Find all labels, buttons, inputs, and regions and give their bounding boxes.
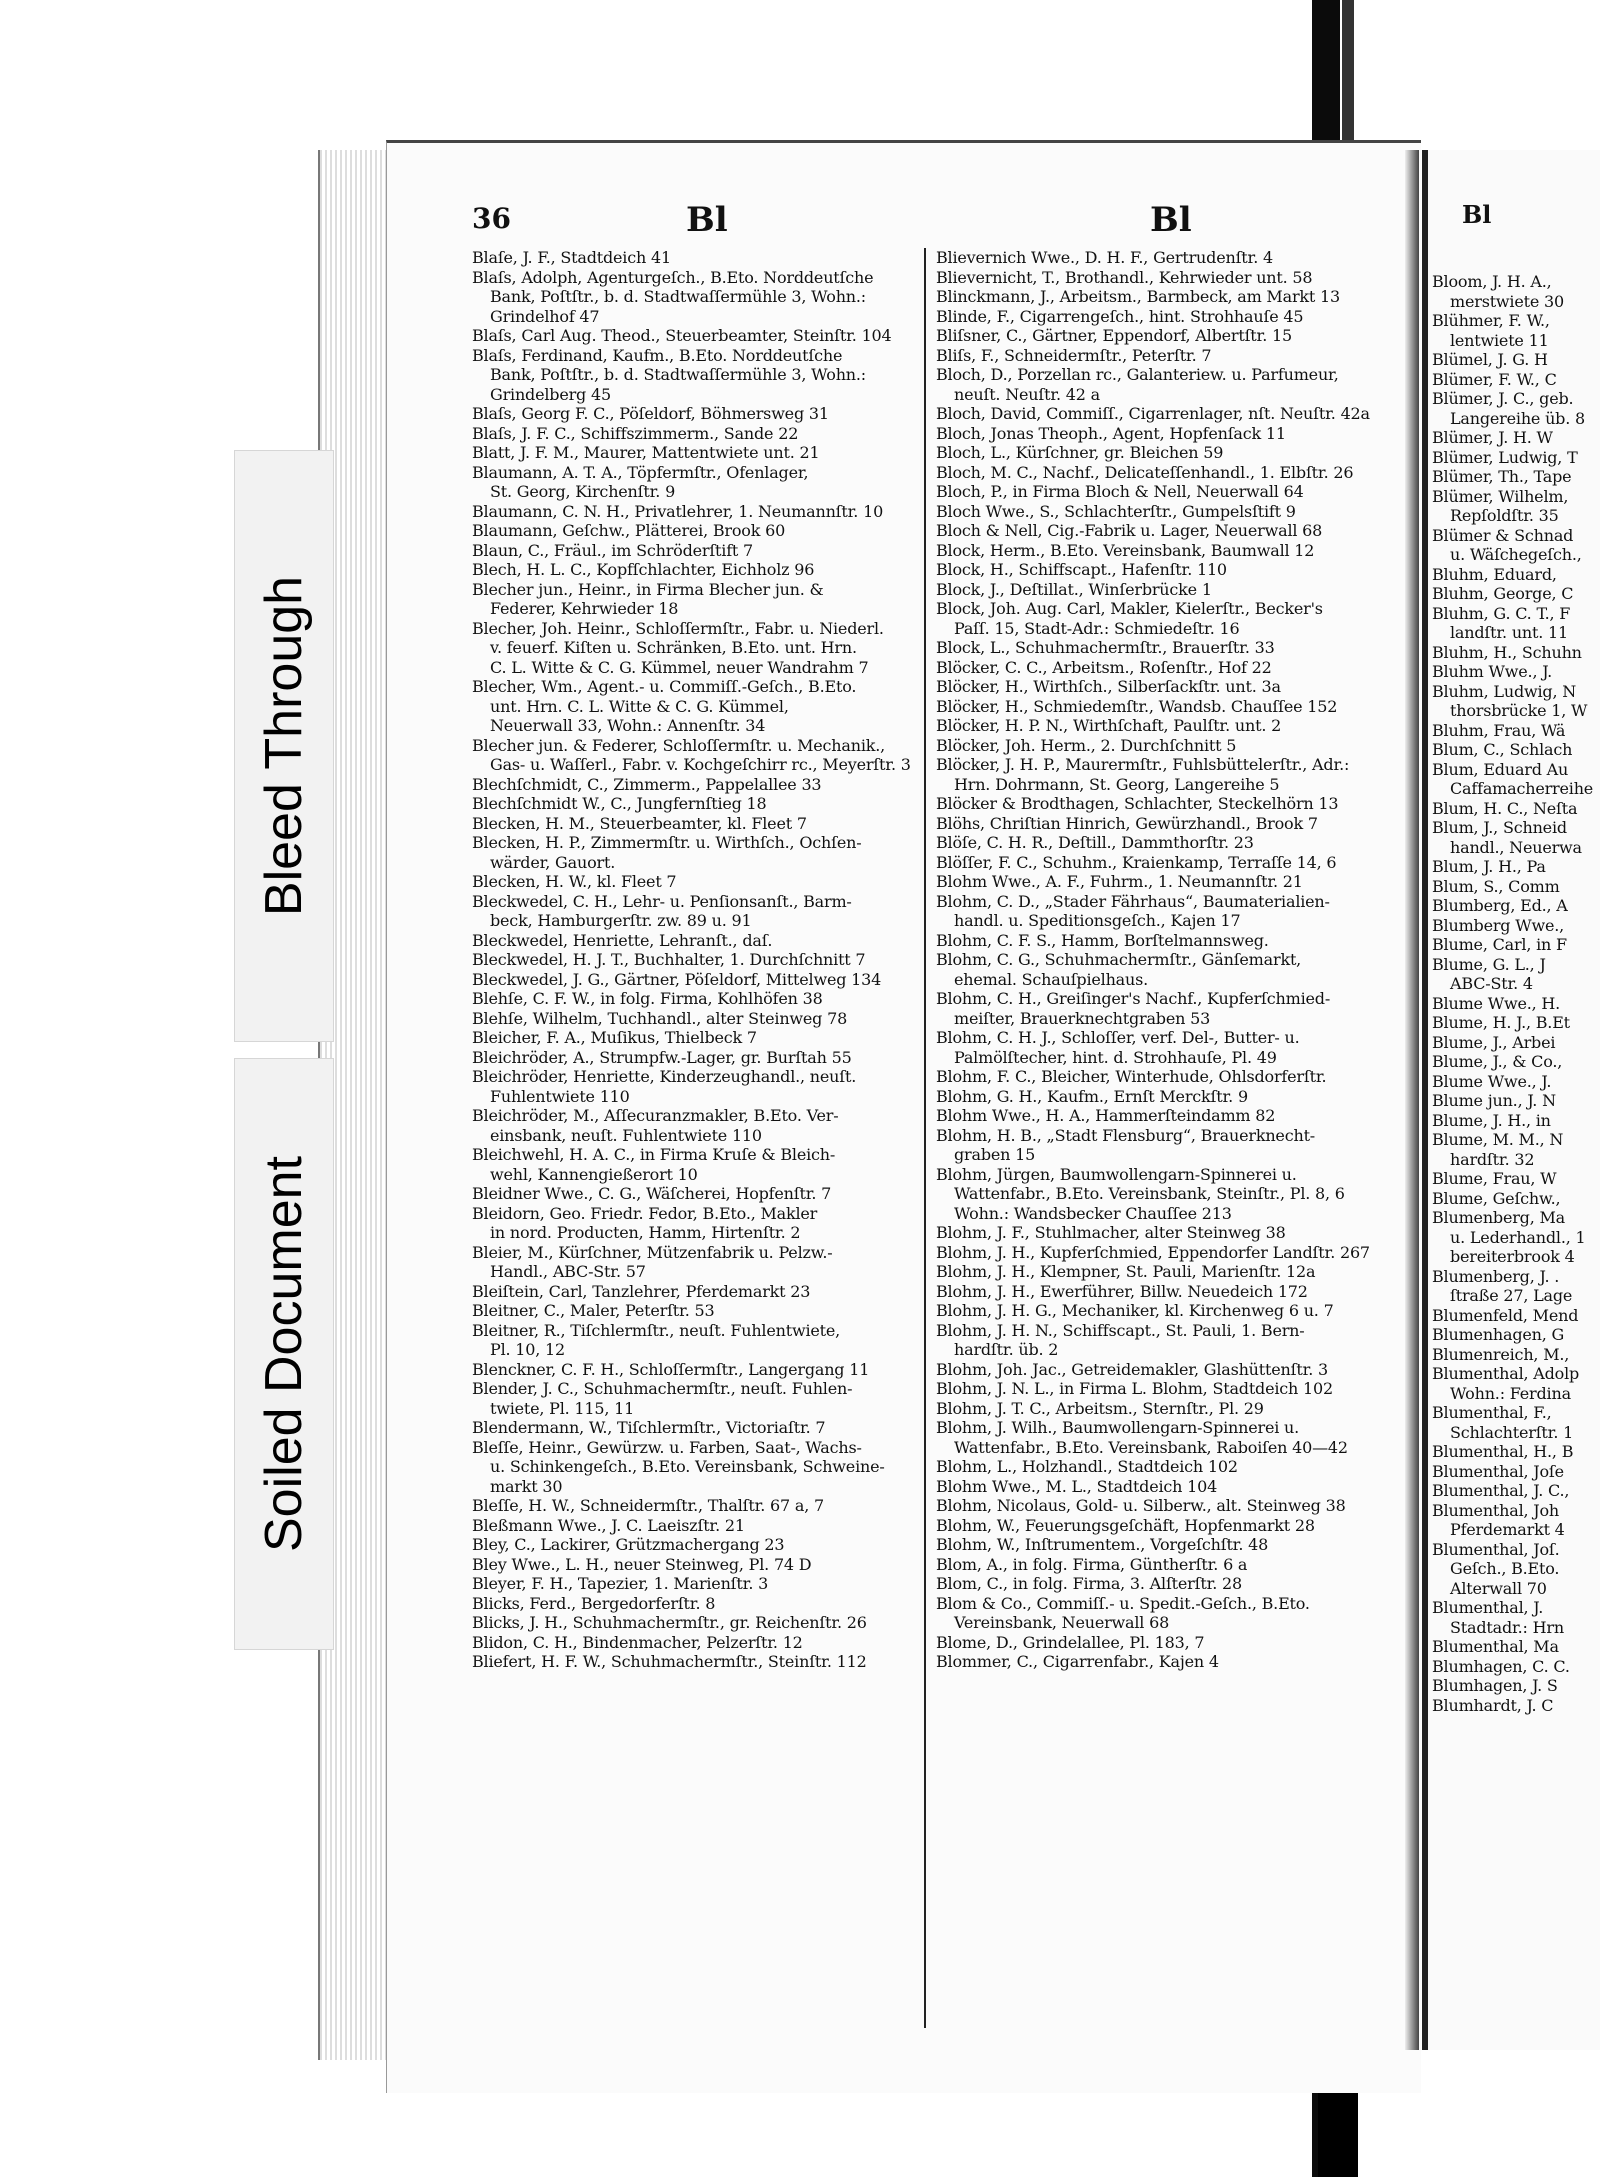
directory-entry-line: Alterwall 70 <box>1450 1578 1547 1598</box>
directory-entry-line: Bloch, P., in Firma Bloch & Nell, Neuerwall 64 <box>936 482 1304 501</box>
running-header-right: Bl <box>1150 200 1192 240</box>
directory-entry-line: Grindelberg 45 <box>490 384 611 404</box>
directory-entry-line: Blume, H. J., B.Et <box>1432 1013 1570 1032</box>
directory-entry-line: Blenckner, C. F. H., Schloſſermſtr., Langergang 11 <box>472 1359 870 1379</box>
directory-entry-line: Blohm, W., Feuerungsgeſchäft, Hopfenmarkt 28 <box>936 1515 1315 1535</box>
directory-entry-line: Bluhm, Eduard, <box>1432 564 1557 584</box>
directory-entry-line: Blum, S., Comm <box>1432 876 1560 896</box>
directory-entry-line: Blohm, J. N. L., in Firma L. Blohm, Stadtdeich 102 <box>936 1379 1333 1398</box>
directory-entry-line: markt 30 <box>490 1476 563 1496</box>
directory-entry-line: Blohm Wwe., M. L., Stadtdeich 104 <box>936 1476 1218 1496</box>
directory-entry-line: Block, J., Deſtillat., Winſerbrücke 1 <box>936 579 1212 599</box>
directory-entry-line: Blohm, Jürgen, Baumwollengarn-Spinnerei u. <box>936 1164 1297 1184</box>
directory-entry-line: einsbank, neuſt. Fuhlentwiete 110 <box>490 1125 762 1145</box>
directory-entry-line: bereiterbrook 4 <box>1450 1247 1575 1266</box>
directory-entry-line: Blaumann, A. T. A., Töpfermſtr., Ofenlager, <box>472 462 809 482</box>
directory-entry-line: Blaun, C., Fräul., im Schröderſtift 7 <box>472 540 754 560</box>
directory-entry-line: Blaſs, Ferdinand, Kaufm., B.Eto. Norddeutſche <box>472 345 843 365</box>
soiled-document-text: Soiled Document <box>255 1156 313 1552</box>
directory-entry-line: Bluhm, G. C. T., F <box>1432 603 1571 623</box>
directory-entry-line: Blohm, C. G., Schuhmachermſtr., Gänſemarkt, <box>936 950 1302 969</box>
directory-entry-line: Bleidner Wwe., C. G., Wäſcherei, Hopfenſtr. 7 <box>472 1184 832 1203</box>
directory-entry-line: Blohm, C. D., „Stader Fährhaus“, Baumaterialien- <box>936 891 1330 911</box>
directory-entry-line: Blaſe, J. F., Stadtdeich 41 <box>472 248 671 267</box>
directory-entry-line: Blume, Carl, in F <box>1432 935 1567 954</box>
directory-entry-line: Bloch & Nell, Cig.-Fabrik u. Lager, Neuerwall 68 <box>936 521 1323 540</box>
directory-entry-line: Hrn. Dohrmann, St. Georg, Langereihe 5 <box>954 774 1280 794</box>
directory-entry-line: Blaſs, J. F. C., Schiffszimmerm., Sande 22 <box>472 423 799 443</box>
directory-entry-line: Bleſſe, Heinr., Gewürzw. u. Farben, Saat-, Wachs- <box>472 1437 862 1457</box>
directory-entry-line: Bleiſtein, Carl, Tanzlehrer, Pferdemarkt 23 <box>472 1281 811 1301</box>
directory-entry-line: Gas- u. Waſſerl., Fabr. v. Kochgeſchirr rc., Meyerſtr. 3 <box>490 755 911 774</box>
directory-entry-line: Blehſe, Wilhelm, Tuchhandl., alter Steinweg 78 <box>472 1008 848 1028</box>
directory-entry-line: Palmölſtecher, hint. d. Strohhauſe, Pl. 49 <box>954 1047 1277 1067</box>
directory-entry-line: ſtraße 27, Lage <box>1450 1286 1573 1305</box>
directory-entry-line: Bliſs, F., Schneidermſtr., Peterſtr. 7 <box>936 345 1212 365</box>
book-binding <box>1405 150 1419 2050</box>
directory-entry-line: Block, L., Schuhmachermſtr., Brauerſtr. 33 <box>936 638 1275 657</box>
directory-entry-line: Blumberg, Ed., A <box>1432 896 1568 915</box>
directory-entry-line: Blume, Frau, W <box>1432 1169 1557 1188</box>
directory-entry-line: Federer, Kehrwieder 18 <box>490 599 679 618</box>
directory-entry-line: Wattenfabr., B.Eto. Vereinsbank, Steinſtr., Pl. 8, 6 <box>954 1184 1345 1203</box>
directory-entry-line: Bliſsner, C., Gärtner, Eppendorf, Albertſtr. 15 <box>936 326 1292 345</box>
directory-entry-line: Blohm, J. H. G., Mechaniker, kl. Kirchenweg 6 u. 7 <box>936 1301 1334 1320</box>
directory-entry-line: Blatt, J. F. M., Maurer, Mattentwiete unt. 21 <box>472 443 820 462</box>
directory-entry-line: Schlachterſtr. 1 <box>1450 1422 1574 1442</box>
directory-entry-line: Bloch Wwe., S., Schlachterſtr., Gumpelsſtift 9 <box>936 501 1296 521</box>
directory-entry-line: Blohm, J. F., Stuhlmacher, alter Steinweg 38 <box>936 1223 1286 1242</box>
directory-entry-line: Pl. 10, 12 <box>490 1340 565 1359</box>
directory-entry-line: Blumenthal, H., B <box>1432 1442 1574 1461</box>
directory-entry-line: Blumenhagen, G <box>1432 1325 1565 1344</box>
directory-entry-line: Wohn.: Ferdina <box>1450 1383 1571 1403</box>
directory-entry-line: Bleitner, C., Maler, Peterſtr. 53 <box>472 1301 715 1320</box>
directory-entry-line: Blumhagen, J. S <box>1432 1676 1558 1695</box>
directory-entry-line: Blohm, F. C., Bleicher, Winterhude, Ohlsdorferſtr. <box>936 1067 1327 1086</box>
directory-entry-line: Blinde, F., Cigarrengeſch., hint. Strohhauſe 45 <box>936 306 1304 326</box>
directory-entry-line: Bleckwedel, Henriette, Lehranſt., daſ. <box>472 930 773 950</box>
directory-entry-line: Bluhm, Frau, Wä <box>1432 720 1566 740</box>
directory-entry-line: Bleidorn, Geo. Friedr. Fedor, B.Eto., Makler <box>472 1203 818 1223</box>
directory-entry-line: Blümer, Ludwig, T <box>1432 447 1578 467</box>
directory-entry-line: lentwiete 11 <box>1450 330 1549 350</box>
directory-entry-line: Blöcker, Joh. Herm., 2. Durchſchnitt 5 <box>936 735 1237 755</box>
directory-entry-line: u. Wäſchegeſch., <box>1450 545 1582 564</box>
directory-entry-line: Blohm, L., Holzhandl., Stadtdeich 102 <box>936 1457 1238 1476</box>
directory-entry-line: Bleier, M., Kürſchner, Mützenfabrik u. Pelzw.- <box>472 1242 833 1262</box>
directory-entry-line: Blicks, J. H., Schuhmachermſtr., gr. Reichenſtr. 26 <box>472 1613 867 1632</box>
directory-entry-line: Blecher, Wm., Agent.- u. Commiſſ.-Geſch., B.Eto. <box>472 677 857 696</box>
directory-entry-line: Blöcker, J. H. P., Maurermſtr., Fuhlsbüttelerſtr., Adr.: <box>936 755 1350 774</box>
directory-entry-line: Bleichröder, A., Strumpfw.-Lager, gr. Burſtah 55 <box>472 1047 852 1067</box>
bleed-through-label <box>234 450 334 1042</box>
directory-entry-line: Block, Herm., B.Eto. Vereinsbank, Baumwall 12 <box>936 540 1315 560</box>
directory-entry-line: Bleyer, F. H., Tapezier, 1. Marienſtr. 3 <box>472 1574 769 1593</box>
directory-entry-line: Blöhs, Chriſtian Hinrich, Gewürzhandl., Brook 7 <box>936 813 1318 833</box>
directory-entry-line: Bliefert, H. F. W., Schuhmachermſtr., Steinſtr. 112 <box>472 1652 867 1671</box>
directory-entry-line: Pferdemarkt 4 <box>1450 1520 1565 1539</box>
directory-entry-line: Caffamacherreihe <box>1450 779 1594 798</box>
directory-entry-line: Blume, J., Arbei <box>1432 1032 1556 1052</box>
directory-entry-line: Blom, A., in folg. Firma, Güntherſtr. 6 a <box>936 1554 1248 1574</box>
directory-entry-line: Blom & Co., Commiſſ.- u. Spedit.-Geſch., B.Eto. <box>936 1593 1310 1613</box>
directory-entry-line: Blohm, W., Inſtrumentem., Vorgeſchſtr. 48 <box>936 1535 1269 1554</box>
directory-entry-line: Bleckwedel, C. H., Lehr- u. Penſionsanſt., Barm- <box>472 891 852 911</box>
directory-entry-line: Bleichwehl, H. A. C., in Firma Kruſe & Bleich- <box>472 1145 836 1164</box>
directory-entry-line: Blecher jun. & Federer, Schloſſermſtr. u. Mechanik., <box>472 735 886 755</box>
directory-entry-line: Blümer, Wilhelm, <box>1432 486 1569 506</box>
directory-entry-line: Blumenthal, J. C., <box>1432 1481 1570 1500</box>
directory-entry-line: Blinckmann, J., Arbeitsm., Barmbeck, am Markt 13 <box>936 287 1340 306</box>
directory-entry-line: Bluhm, George, C <box>1432 584 1574 603</box>
directory-entry-line: Blum, J., Schneid <box>1432 818 1567 837</box>
directory-entry-line: C. L. Witte & C. G. Kümmel, neuer Wandrahm 7 <box>490 657 869 677</box>
directory-entry-line: Bleckwedel, J. G., Gärtner, Pöſeldorf, Mittelweg 134 <box>472 969 882 989</box>
directory-entry-line: Blöcker, H. P. N., Wirthſchaft, Paulſtr. unt. 2 <box>936 716 1282 735</box>
directory-entry-line: Blumenreich, M., <box>1432 1344 1570 1364</box>
directory-entry-line: Blümer & Schnad <box>1432 525 1574 545</box>
directory-entry-line: Repſoldſtr. 35 <box>1450 506 1559 525</box>
directory-entry-line: Blöcker, H., Schmiedemſtr., Wandsb. Chauſſee 152 <box>936 696 1338 716</box>
directory-entry-line: Bluhm, H., Schuhn <box>1432 642 1582 662</box>
directory-entry-line: Blume Wwe., J. <box>1432 1071 1552 1091</box>
directory-entry-line: Blecher, Joh. Heinr., Schloſſermſtr., Fabr. u. Niederl. <box>472 618 884 638</box>
directory-entry-line: beck, Hamburgerſtr. zw. 89 u. 91 <box>490 911 752 930</box>
directory-entry-line: thorsbrücke 1, W <box>1450 701 1588 720</box>
directory-entry-line: Blume, G. L., J <box>1432 954 1546 974</box>
directory-entry-line: Stadtadr.: Hrn <box>1450 1617 1564 1637</box>
directory-entry-line: Fuhlentwiete 110 <box>490 1086 630 1106</box>
directory-entry-line: Grindelhof 47 <box>490 306 600 326</box>
directory-entry-line: Blume, M. M., N <box>1432 1130 1564 1149</box>
page-number: 36 <box>472 202 511 235</box>
directory-entry-line: Blum, J. H., Pa <box>1432 857 1546 876</box>
directory-entry-line: Blievernich Wwe., D. H. F., Gertrudenſtr. 4 <box>936 248 1273 267</box>
directory-entry-line: Bloch, Jonas Theoph., Agent, Hopfenſack 11 <box>936 423 1286 443</box>
directory-entry-line: Blume, J. H., in <box>1432 1110 1551 1130</box>
directory-entry-line: Wattenfabr., B.Eto. Vereinsbank, Raboiſen 40—42 <box>954 1437 1348 1457</box>
running-header-left: Bl <box>686 200 728 240</box>
directory-entry-line: Blumenthal, Adolp <box>1432 1364 1580 1383</box>
directory-entry-line: Bluhm Wwe., J. <box>1432 662 1553 681</box>
directory-entry-line: Blümel, J. G. H <box>1432 350 1548 369</box>
directory-entry-line: Blöcker, H., Wirthſch., Silberſackſtr. unt. 3a <box>936 677 1281 696</box>
directory-entry-line: Bloom, J. H. A., <box>1432 272 1552 291</box>
directory-entry-line: Blühmer, F. W., <box>1432 311 1550 330</box>
directory-entry-line: Blaumann, Geſchw., Plätterei, Brook 60 <box>472 521 786 540</box>
directory-entry-line: Handl., ABC-Str. 57 <box>490 1262 646 1281</box>
directory-entry-line: Blehſe, C. F. W., in folg. Firma, Kohlhöfen 38 <box>472 989 823 1008</box>
directory-entry-line: Blumenthal, Ma <box>1432 1637 1559 1656</box>
soiled-document-label <box>234 1058 334 1650</box>
directory-entry-line: Blaumann, C. N. H., Privatlehrer, 1. Neumannſtr. 10 <box>472 501 884 521</box>
directory-entry-line: Blumenthal, Joh <box>1432 1500 1560 1520</box>
directory-entry-line: in nord. Producten, Hamm, Hirtenſtr. 2 <box>490 1223 801 1242</box>
directory-entry-line: Blum, Eduard Au <box>1432 759 1569 779</box>
directory-entry-line: Bloch, David, Commiſſ., Cigarrenlager, nſt. Neuſtr. 42a <box>936 404 1370 423</box>
directory-entry-line: graben 15 <box>954 1145 1036 1164</box>
directory-entry-line: Blendermann, W., Tiſchlermſtr., Victoriaſtr. 7 <box>472 1418 826 1437</box>
directory-entry-line: Blohm, J. H., Klempner, St. Pauli, Marienſtr. 12a <box>936 1262 1316 1281</box>
directory-entry-line: twiete, Pl. 115, 11 <box>490 1398 635 1418</box>
directory-entry-line: Blume Wwe., H. <box>1432 993 1561 1013</box>
directory-entry-line: Geſch., B.Eto. <box>1450 1559 1560 1578</box>
directory-entry-line: Blohm, Joh. Jac., Getreidemakler, Glashüttenſtr. 3 <box>936 1359 1329 1379</box>
directory-entry-line: v. feuerf. Kiſten u. Schränken, B.Eto. unt. Hrn. <box>490 638 857 657</box>
directory-entry-line: Vereinsbank, Neuerwall 68 <box>954 1613 1170 1632</box>
directory-entry-line: u. Lederhandl., 1 <box>1450 1227 1586 1247</box>
directory-entry-line: hardſtr. üb. 2 <box>954 1340 1059 1359</box>
directory-entry-line: handl. u. Speditionsgeſch., Kajen 17 <box>954 911 1241 930</box>
directory-entry-line: Block, H., Schiffscapt., Hafenſtr. 110 <box>936 560 1227 579</box>
directory-entry-line: Blaſs, Adolph, Agenturgeſch., B.Eto. Norddeutſche <box>472 267 874 287</box>
bleed-through-text: Bleed Through <box>255 575 313 917</box>
directory-entry-line: Wohn.: Wandsbecker Chauſſee 213 <box>954 1203 1232 1223</box>
directory-entry-line: handl., Neuerwa <box>1450 837 1582 857</box>
directory-entry-line: Blicks, Ferd., Bergedorferſtr. 8 <box>472 1593 716 1613</box>
directory-entry-line: Blumenberg, Ma <box>1432 1208 1566 1227</box>
directory-entry-line: Blievernicht, T., Brothandl., Kehrwieder unt. 58 <box>936 267 1313 287</box>
directory-entry-line: Blohm, G. H., Kaufm., Ernſt Merckſtr. 9 <box>936 1086 1248 1106</box>
directory-entry-line: Blecken, H. M., Steuerbeamter, kl. Fleet 7 <box>472 813 807 833</box>
directory-entry-line: landſtr. unt. 11 <box>1450 623 1568 642</box>
directory-entry-line: Paſſ. 15, Stadt-Adr.: Schmiedeſtr. 16 <box>954 618 1240 638</box>
directory-entry-line: Bleckwedel, H. J. T., Buchhalter, 1. Durchſchnitt 7 <box>472 950 866 969</box>
directory-column-right <box>936 248 1388 1672</box>
directory-entry-line: Bley Wwe., L. H., neuer Steinweg, Pl. 74 D <box>472 1554 812 1574</box>
directory-entry-line: Blome, D., Grindelallee, Pl. 183, 7 <box>936 1632 1205 1652</box>
directory-entry-line: hardſtr. 32 <box>1450 1149 1535 1169</box>
directory-column-facing <box>1432 272 1600 1715</box>
directory-entry-line: Blume, Geſchw., <box>1432 1188 1561 1208</box>
directory-entry-line: Blohm Wwe., H. A., Hammerſteindamm 82 <box>936 1106 1276 1125</box>
directory-entry-line: Blohm, C. H. J., Schloſſer, verf. Del-, Butter- u. <box>936 1028 1300 1047</box>
directory-entry-line: Blumenberg, J. . <box>1432 1266 1560 1286</box>
directory-entry-line: Blaſs, Georg F. C., Pöſeldorf, Böhmersweg 31 <box>472 404 829 423</box>
directory-entry-line: merstwiete 30 <box>1450 291 1564 311</box>
directory-entry-line: Blohm, C. F. S., Hamm, Borſtelmannsweg. <box>936 930 1269 950</box>
directory-entry-line: Blender, J. C., Schuhmachermſtr., neuſt. Fuhlen- <box>472 1379 853 1398</box>
directory-entry-line: Blumhagen, C. C. <box>1432 1656 1570 1676</box>
column-divider <box>924 248 926 2028</box>
directory-entry-line: Blech, H. L. C., Kopfſchlachter, Eichholz 96 <box>472 560 815 579</box>
directory-entry-line: Blumenthal, Joſe <box>1432 1461 1564 1481</box>
directory-entry-line: Blohm, J. H. N., Schiffscapt., St. Pauli, 1. Bern- <box>936 1320 1305 1340</box>
directory-entry-line: Blaſs, Carl Aug. Theod., Steuerbeamter, Steinſtr. 104 <box>472 326 892 345</box>
directory-entry-line: Blöcker, C. C., Arbeitsm., Roſenſtr., Hof 22 <box>936 657 1272 677</box>
directory-entry-line: Blohm, J. H., Kupferſchmied, Eppendorfer Landſtr. 267 <box>936 1242 1370 1262</box>
directory-entry-line: Blumberg Wwe., <box>1432 915 1565 935</box>
directory-entry-line: Blümer, J. H. W <box>1432 428 1553 447</box>
directory-entry-line: Blumenthal, J. <box>1432 1598 1544 1617</box>
directory-entry-line: Blumhardt, J. C <box>1432 1695 1554 1715</box>
directory-entry-line: Bley, C., Lackirer, Grützmachergang 23 <box>472 1535 785 1554</box>
directory-entry-line: Bluhm, Ludwig, N <box>1432 681 1577 701</box>
directory-entry-line: Blümer, Th., Tape <box>1432 467 1572 486</box>
directory-entry-line: Blohm, H. B., „Stadt Flensburg“, Brauerknecht- <box>936 1125 1316 1145</box>
directory-entry-line: Blumenfeld, Mend <box>1432 1305 1579 1325</box>
directory-entry-line: Blecken, H. W., kl. Fleet 7 <box>472 872 677 891</box>
directory-entry-line: Blechſchmidt W., C., Jungfernſtieg 18 <box>472 794 767 813</box>
directory-entry-line: Bleichröder, M., Aſſecuranzmakler, B.Eto. Ver- <box>472 1106 839 1125</box>
directory-entry-line: Blümer, F. W., C <box>1432 369 1557 389</box>
directory-entry-line: Blöcker & Brodthagen, Schlachter, Steckelhörn 13 <box>936 794 1339 813</box>
directory-entry-line: Bleicher, F. A., Muſikus, Thielbeck 7 <box>472 1028 757 1047</box>
directory-entry-line: Bleßmann Wwe., J. C. Laeiszſtr. 21 <box>472 1515 745 1535</box>
directory-entry-line: Blohm, Nicolaus, Gold- u. Silberw., alt. Steinweg 38 <box>936 1496 1346 1515</box>
directory-entry-line: Blume jun., J. N <box>1432 1091 1556 1110</box>
directory-entry-line: neuſt. Neuſtr. 42 a <box>954 384 1100 404</box>
directory-entry-line: Bloch, L., Kürſchner, gr. Bleichen 59 <box>936 443 1224 462</box>
directory-entry-line: wehl, Kannengießerort 10 <box>490 1164 698 1184</box>
directory-entry-line: u. Schinkengeſch., B.Eto. Vereinsbank, Schweine- <box>490 1457 885 1476</box>
directory-entry-line: Blohm, C. H., Greiſinger's Nachf., Kupferſchmied- <box>936 989 1331 1008</box>
directory-entry-line: Bank, Poſtſtr., b. d. Stadtwaſſermühle 3, Wohn.: <box>490 287 866 306</box>
directory-entry-line: meiſter, Brauerknechtgraben 53 <box>954 1008 1211 1028</box>
directory-entry-line: Blumenthal, Joſ. <box>1432 1539 1560 1559</box>
directory-entry-line: Bank, Poſtſtr., b. d. Stadtwaſſermühle 3, Wohn.: <box>490 365 866 384</box>
directory-entry-line: Bloch, M. C., Nachf., Delicateſſenhandl., 1. Elbſtr. 26 <box>936 462 1354 482</box>
directory-entry-line: Blohm Wwe., A. F., Fuhrm., 1. Neumannſtr. 21 <box>936 872 1303 891</box>
directory-entry-line: Bleſſe, H. W., Schneidermſtr., Thalſtr. 67 a, 7 <box>472 1496 824 1515</box>
directory-entry-line: unt. Hrn. C. L. Witte & C. G. Kümmel, <box>490 696 789 716</box>
directory-entry-line: Blumenthal, F., <box>1432 1403 1552 1422</box>
directory-entry-line: Blum, C., Schlach <box>1432 740 1573 759</box>
directory-entry-line: St. Georg, Kirchenſtr. 9 <box>490 482 676 501</box>
directory-entry-line: Blohm, J. H., Ewerführer, Billw. Neuedeich 172 <box>936 1281 1308 1301</box>
directory-entry-line: Blidon, C. H., Bindenmacher, Pelzerſtr. 12 <box>472 1632 803 1652</box>
directory-entry-line: Blum, H. C., Neſta <box>1432 798 1578 818</box>
directory-entry-line: Blöſe, C. H. R., Deſtill., Dammthorſtr. 23 <box>936 833 1254 852</box>
directory-entry-line: Bleichröder, Henriette, Kinderzeughandl., neuſt. <box>472 1067 857 1086</box>
directory-entry-line: Langereihe üb. 8 <box>1450 408 1585 428</box>
directory-entry-line: ABC-Str. 4 <box>1450 974 1533 993</box>
directory-entry-line: Blecher jun., Heinr., in Firma Blecher jun. & <box>472 579 824 599</box>
directory-entry-line: Blöſſer, F. C., Schuhm., Kraienkamp, Terraſſe 14, 6 <box>936 852 1337 872</box>
directory-column-left <box>472 248 920 1672</box>
directory-entry-line: Blohm, J. Wilh., Baumwollengarn-Spinnerei u. <box>936 1418 1300 1437</box>
directory-entry-line: Bleitner, R., Tiſchlermſtr., neuſt. Fuhlentwiete, <box>472 1320 841 1340</box>
directory-entry-line: Blechſchmidt, C., Zimmerm., Pappelallee 33 <box>472 774 822 794</box>
directory-entry-line: wärder, Gauort. <box>490 852 616 872</box>
directory-entry-line: Blümer, J. C., geb. <box>1432 389 1574 408</box>
directory-entry-line: Blommer, C., Cigarrenfabr., Kajen 4 <box>936 1652 1219 1671</box>
directory-entry-line: ehemal. Schauſpielhaus. <box>954 969 1149 989</box>
directory-entry-line: Blohm, J. T. C., Arbeitsm., Sternſtr., Pl. 29 <box>936 1398 1264 1418</box>
running-header-facing: Bl <box>1462 200 1492 229</box>
directory-entry-line: Bloch, D., Porzellan rc., Galanteriew. u. Parfumeur, <box>936 365 1339 384</box>
directory-entry-line: Blume, J., & Co., <box>1432 1052 1563 1071</box>
directory-entry-line: Blecken, H. P., Zimmermſtr. u. Wirthſch., Ochſen- <box>472 833 862 852</box>
directory-entry-line: Blom, C., in folg. Firma, 3. Alſterſtr. 28 <box>936 1574 1242 1593</box>
directory-entry-line: Block, Joh. Aug. Carl, Makler, Kielerſtr., Becker's <box>936 599 1323 618</box>
directory-entry-line: Neuerwall 33, Wohn.: Annenſtr. 34 <box>490 716 766 735</box>
